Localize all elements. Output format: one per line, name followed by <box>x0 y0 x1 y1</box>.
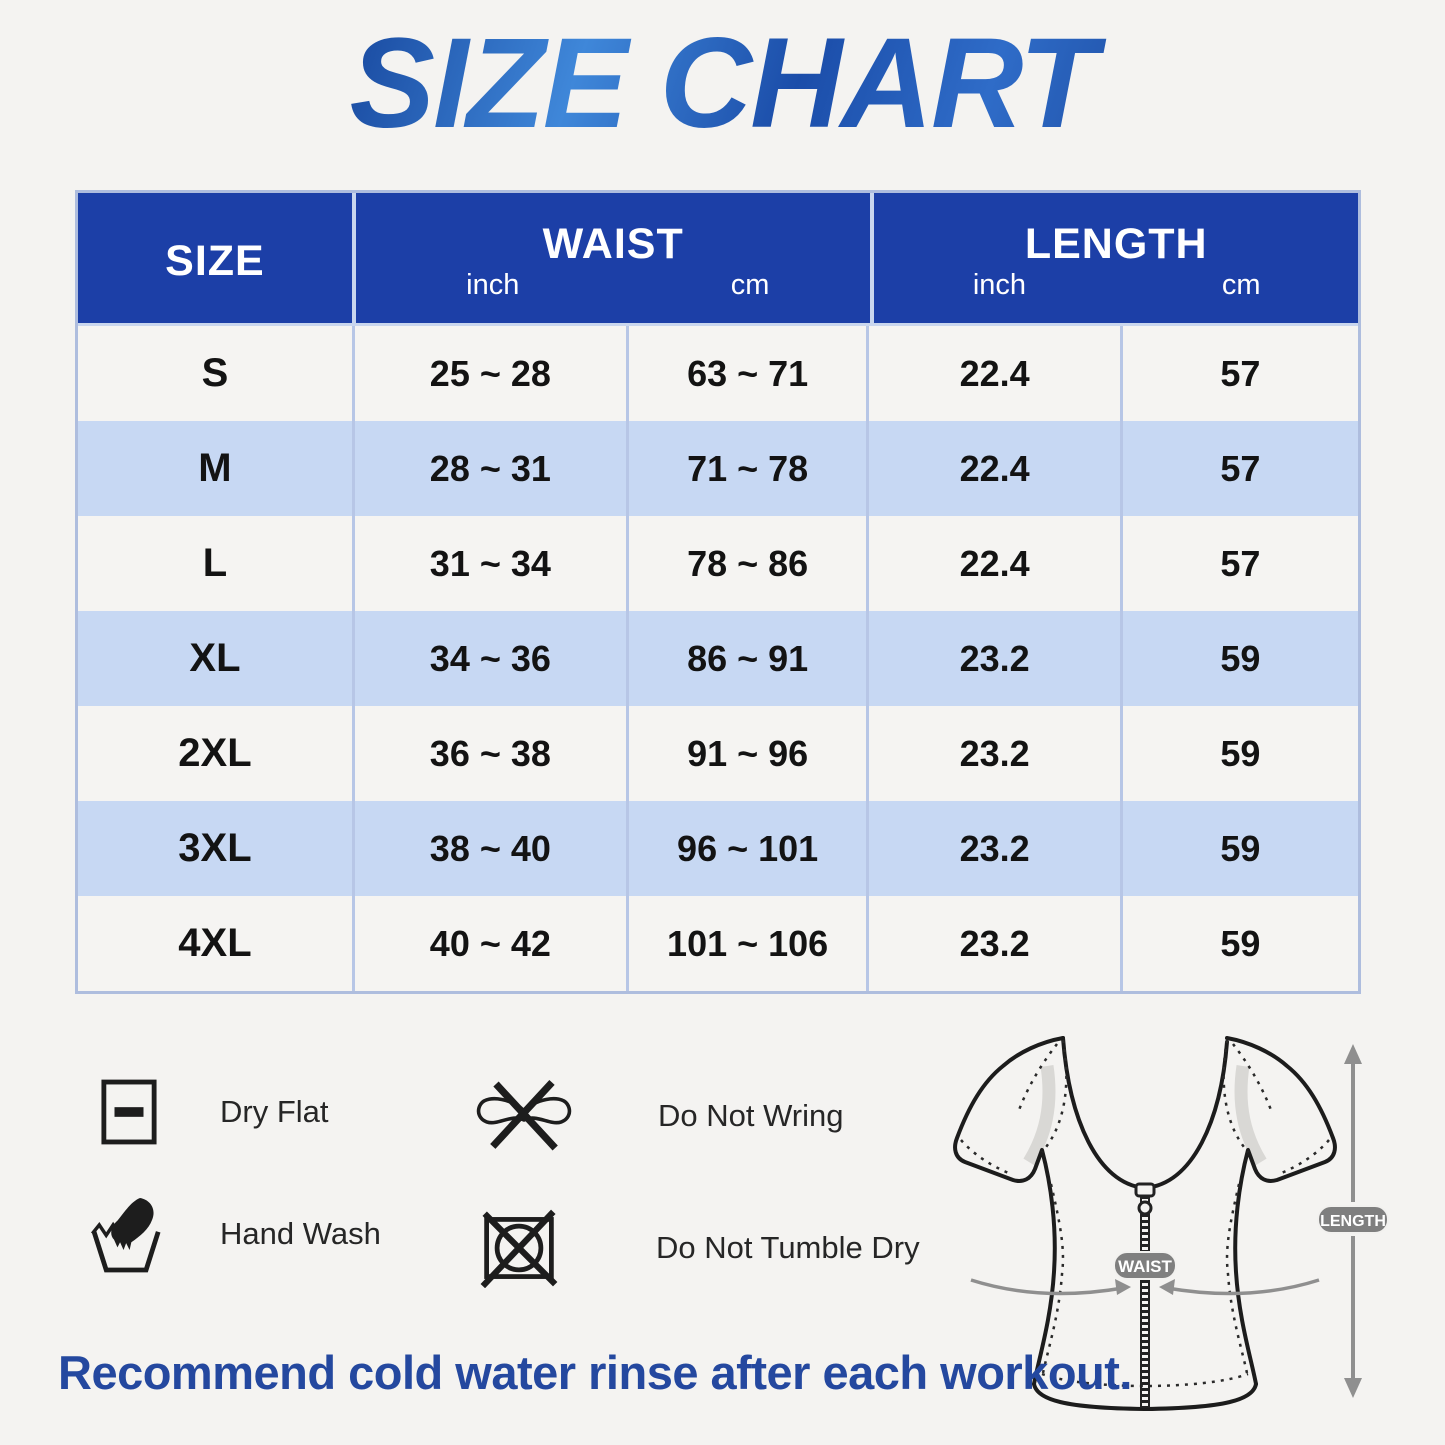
cell-length-inch: 23.2 <box>866 706 1119 801</box>
table-row <box>78 421 1358 516</box>
cell-size: S <box>201 351 229 395</box>
length-unit-cm: cm <box>1221 269 1261 302</box>
cell-waist-inch: 25 ~ 28 <box>352 326 626 421</box>
cell-length-inch: 22.4 <box>866 516 1119 611</box>
cell-waist-cm: 86 ~ 91 <box>626 611 867 706</box>
header-cell-waist <box>356 193 871 323</box>
cell-length-inch: 22.4 <box>866 421 1119 516</box>
cell-length-inch: 23.2 <box>866 611 1119 706</box>
care-item-do-not-wring <box>472 1076 844 1156</box>
care-label: Do Not Wring <box>658 1098 844 1133</box>
page-title: SIZE CHART <box>0 10 1445 157</box>
hand-wash-icon <box>88 1192 166 1276</box>
cell-length-inch: 23.2 <box>866 801 1119 896</box>
table-row <box>78 801 1358 896</box>
table-row <box>78 706 1358 801</box>
cell-length-cm: 59 <box>1120 801 1358 896</box>
cell-waist-cm: 91 ~ 96 <box>626 706 867 801</box>
cell-waist-cm: 96 ~ 101 <box>626 801 867 896</box>
waist-badge <box>1114 1252 1176 1279</box>
cell-length-cm: 59 <box>1120 896 1358 991</box>
armhole-shading <box>1029 1066 1261 1162</box>
cell-size: 3XL <box>178 826 252 870</box>
cell-length-cm: 57 <box>1120 421 1358 516</box>
length-unit-inch: inch <box>972 269 1027 302</box>
length-badge-label: LENGTH <box>1320 1213 1386 1230</box>
footer-note: Recommend cold water rinse after each workout. <box>58 1346 1132 1399</box>
cell-waist-inch: 31 ~ 34 <box>352 516 626 611</box>
cell-length-inch: 22.4 <box>866 326 1119 421</box>
cell-size: 4XL <box>178 921 252 965</box>
cell-size: 2XL <box>178 731 252 775</box>
cell-length-inch: 23.2 <box>866 896 1119 991</box>
do-not-wring-icon <box>472 1076 576 1156</box>
cell-length-cm: 57 <box>1120 516 1358 611</box>
cell-size: XL <box>189 636 241 680</box>
cell-length-cm: 59 <box>1120 706 1358 801</box>
header-cell-length <box>874 193 1358 323</box>
do-not-tumble-dry-icon <box>478 1208 560 1288</box>
care-item-dry-flat <box>100 1078 329 1146</box>
care-item-do-not-tumble-dry <box>478 1208 920 1288</box>
cell-waist-inch: 38 ~ 40 <box>352 801 626 896</box>
cell-waist-cm: 71 ~ 78 <box>626 421 867 516</box>
cell-size: M <box>198 446 232 490</box>
waist-unit-cm: cm <box>730 269 770 302</box>
care-label: Hand Wash <box>220 1216 381 1251</box>
table-row <box>78 896 1358 991</box>
length-units-row <box>874 269 1358 302</box>
cell-length-cm: 57 <box>1120 326 1358 421</box>
cell-waist-cm: 101 ~ 106 <box>626 896 867 991</box>
cell-waist-inch: 28 ~ 31 <box>352 421 626 516</box>
zipper <box>1136 1184 1154 1408</box>
dry-flat-icon <box>100 1078 158 1146</box>
cell-length-cm: 59 <box>1120 611 1358 706</box>
header-length-label: LENGTH <box>1024 219 1208 268</box>
cell-waist-inch: 40 ~ 42 <box>352 896 626 991</box>
care-label: Dry Flat <box>220 1094 329 1129</box>
cell-waist-cm: 63 ~ 71 <box>626 326 867 421</box>
care-item-hand-wash <box>88 1192 381 1276</box>
table-header-row <box>78 193 1358 323</box>
waist-badge-label: WAIST <box>1118 1257 1172 1276</box>
care-label: Do Not Tumble Dry <box>656 1230 920 1265</box>
table-row <box>78 326 1358 421</box>
cell-waist-cm: 78 ~ 86 <box>626 516 867 611</box>
waist-units-row <box>356 269 871 302</box>
waist-unit-inch: inch <box>466 269 520 302</box>
table-row <box>78 611 1358 706</box>
size-chart-table <box>75 190 1361 994</box>
cell-waist-inch: 34 ~ 36 <box>352 611 626 706</box>
header-size-label: SIZE <box>165 237 265 286</box>
table-row <box>78 516 1358 611</box>
header-waist-label: WAIST <box>542 219 684 268</box>
cell-size: L <box>202 541 228 585</box>
cell-waist-inch: 36 ~ 38 <box>352 706 626 801</box>
header-cell-size <box>78 193 352 323</box>
length-badge <box>1318 1206 1388 1233</box>
